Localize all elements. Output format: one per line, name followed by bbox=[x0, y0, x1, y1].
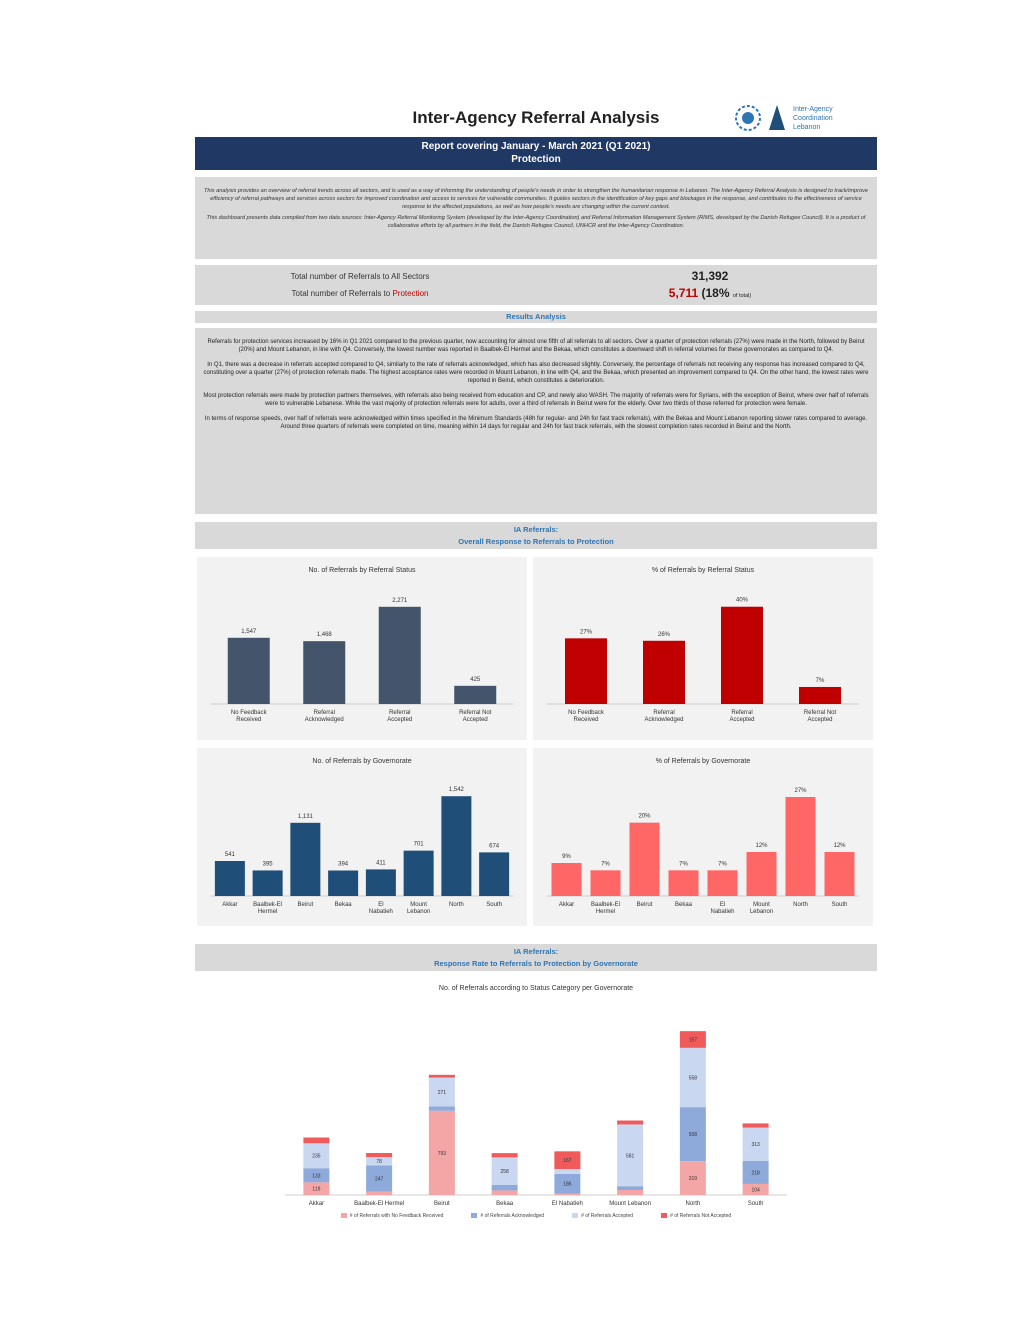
segment-value-label: 218 bbox=[751, 1170, 760, 1177]
chart-title-status-pct: % of Referrals by Referral Status bbox=[651, 567, 755, 574]
total-sector-value-wrap bbox=[585, 286, 835, 300]
analysis-paragraph-1: Referrals for protection services increased by 16% in Q1 2021 compared to the previous quarter, now accounting for almost one fifth of all referrals to all sectors. Over a quarter of protection referrals (27%) were made in the North, followed by Beirut (20%) and Mount Lebanon, in line with Q4. Conversely, the lowest number was reported in Baalbek-El Hermel and the Bekaa, which constitutes a downward shift in referral volumes for these governorates as compared to Q4. bbox=[207, 339, 865, 353]
bar bbox=[479, 852, 509, 896]
legend-item bbox=[661, 1213, 731, 1219]
x-tick-label: South bbox=[831, 902, 848, 908]
chart-title-stacked: No. of Referrals according to Status Category per Governorate bbox=[438, 985, 634, 992]
bar-value-label: 7% bbox=[718, 861, 727, 868]
bar-value-label: 20% bbox=[638, 813, 651, 820]
stacked-segment bbox=[366, 1153, 392, 1157]
bar bbox=[441, 796, 471, 896]
x-tick-label: Referral bbox=[731, 710, 753, 716]
segment-value-label: 235 bbox=[312, 1153, 321, 1160]
legend-item bbox=[341, 1213, 444, 1219]
x-tick-label: Referral bbox=[389, 710, 411, 716]
bar bbox=[747, 852, 777, 896]
section-overall-line-2: Overall Response to Referrals to Protection bbox=[458, 537, 614, 546]
x-tick-label: Lebanon bbox=[406, 909, 431, 915]
stacked-segment bbox=[554, 1194, 580, 1195]
x-tick-label: Referral Not bbox=[803, 710, 837, 716]
chart-stacked-governorate bbox=[195, 995, 877, 1215]
logo-line-1: Inter-Agency bbox=[793, 106, 833, 113]
stacked-segment bbox=[617, 1121, 643, 1125]
x-tick-label: Bekaa bbox=[496, 1201, 514, 1207]
report-banner bbox=[195, 137, 877, 170]
segment-value-label: 581 bbox=[625, 1153, 635, 1160]
x-tick-label: Beirut bbox=[297, 902, 314, 908]
x-tick-label: South bbox=[486, 902, 502, 908]
analysis-paragraph-4: In terms of response speeds, over half of referrals were acknowledged within times specified in the Minimum Standards (48h for regular- and 24h for fast track referrals), with the Bekaa and Mount Lebanon reporting slower rates compared to average. Around three quarters of referrals were completed on time, meaning within 14 days for regular and 24h for fast track referrals, with the slowest completion rates recorded in Beirut and the North. bbox=[204, 416, 868, 430]
bar bbox=[721, 607, 763, 704]
bar bbox=[708, 870, 738, 896]
bar bbox=[303, 641, 345, 704]
x-tick-label: Nabatieh bbox=[368, 909, 393, 915]
x-tick-label: South bbox=[747, 1201, 764, 1207]
x-tick-label: North bbox=[449, 902, 464, 908]
bar bbox=[591, 870, 621, 896]
bar-value-label: 1,547 bbox=[241, 628, 257, 635]
bar-value-label: 674 bbox=[489, 843, 500, 850]
bar-value-label: 9% bbox=[562, 854, 571, 860]
bar bbox=[215, 861, 245, 896]
section-rate-line-2: Response Rate to Referrals to Protection by Governorate bbox=[434, 959, 638, 968]
x-tick-label: Akkar bbox=[222, 902, 238, 908]
chart-title-status-count: No. of Referrals by Referral Status bbox=[308, 567, 416, 574]
bar bbox=[228, 638, 270, 704]
results-analysis bbox=[195, 328, 877, 514]
x-tick-label: Lebanon bbox=[749, 909, 774, 915]
bar-value-label: 541 bbox=[224, 851, 235, 858]
report-page bbox=[195, 100, 877, 1219]
x-tick-label: Accepted bbox=[387, 717, 413, 723]
section-overall-response-heading bbox=[195, 522, 877, 549]
logo-line-3: Lebanon bbox=[793, 124, 821, 131]
bar bbox=[290, 823, 320, 896]
x-tick-label: Beirut bbox=[636, 902, 653, 908]
bar-value-label: 2,271 bbox=[392, 597, 408, 604]
x-tick-label: No Feedback bbox=[568, 710, 604, 716]
stacked-segment bbox=[554, 1169, 580, 1174]
bar-value-label: 1,468 bbox=[316, 632, 332, 639]
bar bbox=[825, 852, 855, 896]
total-sector-value: 5,711 bbox=[668, 286, 699, 300]
analysis-paragraph-3: Most protection referrals were made by protection partners themselves, with referrals also being received from education and CP, and newly also WASH. The majority of referrals were for Syrians, with the exception of Beirut, where over half of referrals were to vulnerable Lebanese. While the vast majority of protection referrals were for adults, over a third of referrals in Beirut were for the elderly. Over two thirds of those referred for protection were female. bbox=[203, 393, 869, 407]
x-tick-label: El bbox=[719, 902, 726, 908]
x-tick-label: El bbox=[378, 902, 384, 908]
x-tick-label: Akkar bbox=[308, 1201, 325, 1207]
segment-value-label: 157 bbox=[688, 1037, 698, 1044]
bar bbox=[328, 871, 358, 896]
x-tick-label: Baalbek-El Hermel bbox=[354, 1201, 405, 1207]
chart-status-pct bbox=[533, 557, 873, 740]
x-tick-label: North bbox=[793, 902, 808, 908]
x-tick-label: Received bbox=[236, 717, 262, 723]
bar-value-label: 1,542 bbox=[448, 787, 464, 794]
stacked-segment bbox=[366, 1192, 392, 1195]
x-tick-label: Received bbox=[573, 717, 599, 723]
segment-value-label: 558 bbox=[688, 1075, 698, 1082]
stacked-legend bbox=[195, 1213, 877, 1219]
x-tick-label: Accepted bbox=[807, 717, 833, 723]
stacked-segment bbox=[743, 1123, 769, 1127]
bar-value-label: 394 bbox=[338, 861, 349, 868]
total-sector-label bbox=[195, 289, 525, 298]
bar bbox=[454, 686, 496, 704]
stacked-segment bbox=[303, 1138, 329, 1144]
legend-label: # of Referrals Not Accepted bbox=[670, 1213, 732, 1219]
segment-value-label: 186 bbox=[563, 1181, 572, 1188]
legend-item bbox=[471, 1213, 544, 1219]
x-tick-label: No Feedback bbox=[230, 710, 267, 716]
x-tick-label: Nabatieh bbox=[710, 909, 735, 915]
chart-governorate-pct bbox=[533, 748, 873, 926]
segment-value-label: 313 bbox=[751, 1142, 760, 1149]
segment-value-label: 793 bbox=[437, 1150, 447, 1157]
intro-paragraph-2: This dashboard presents data compiled from two data sources: Inter-Agency Referral Monitoring System (developed by the Inter-Agency Coordination) and Referral Information Management System (RIMS, developed by the Danish Refugee Council). It is a product of collaborative efforts by all partners in the field, the Danish Refugee Council, UNHCR and the Inter-Agency Coordination. bbox=[206, 215, 866, 229]
x-tick-label: Bekaa bbox=[334, 902, 352, 908]
bar-value-label: 425 bbox=[470, 676, 481, 683]
section-rate-line-1: IA Referrals: bbox=[513, 947, 559, 956]
segment-value-label: 258 bbox=[500, 1169, 509, 1176]
legend-item bbox=[572, 1213, 633, 1219]
bar-value-label: 26% bbox=[657, 631, 671, 638]
x-tick-label: Hermel bbox=[595, 909, 616, 915]
x-tick-label: Baalbek-El bbox=[590, 902, 621, 908]
x-tick-label: El Nabatieh bbox=[551, 1201, 583, 1207]
analysis-paragraph-2: In Q1, there was a decrease in referrals accepted compared to Q4, similarly to the rate of referrals acknowledged, which has also decreased slightly. Conversely, the percentage of referrals not receiving any response has increased compared to Q4, constituting over a quarter (27%) of protection referrals made. The highest acceptance rates were recorded in Mount Lebanon, in line with Q4, and the Bekaa, which presented an improvement compared to Q4. On the other hand, the lowest rates were reported in Beirut, which constitutes a deterioration. bbox=[203, 362, 869, 384]
stacked-segment bbox=[617, 1186, 643, 1190]
segment-value-label: 247 bbox=[374, 1176, 384, 1183]
total-sector-pct-suffix: of total) bbox=[732, 293, 752, 299]
x-tick-label: Bekaa bbox=[674, 902, 693, 908]
chart-status-count bbox=[197, 557, 527, 740]
bar-value-label: 40% bbox=[735, 597, 749, 604]
x-tick-label: Accepted bbox=[729, 717, 755, 723]
page-title: Inter-Agency Referral Analysis bbox=[412, 108, 660, 127]
logo-line-2: Coordination bbox=[793, 115, 833, 122]
x-tick-label: Accepted bbox=[462, 717, 488, 723]
x-tick-label: Referral bbox=[313, 710, 335, 716]
x-tick-label: Akkar bbox=[558, 902, 575, 908]
bar bbox=[253, 870, 283, 896]
x-tick-label: North bbox=[685, 1201, 701, 1207]
total-sector-pct: (18% bbox=[701, 286, 730, 300]
x-tick-label: Referral Not bbox=[459, 710, 492, 716]
bar-value-label: 1,131 bbox=[297, 813, 313, 820]
totals-box bbox=[195, 265, 877, 305]
x-tick-label: Beirut bbox=[434, 1201, 450, 1207]
bar-value-label: 12% bbox=[833, 843, 846, 849]
bar-value-label: 27% bbox=[794, 788, 807, 794]
chart-title-governorate-pct: % of Referrals by Governorate bbox=[655, 758, 751, 765]
segment-value-label: 133 bbox=[312, 1173, 321, 1180]
bar bbox=[404, 851, 434, 896]
x-tick-label: Referral bbox=[653, 710, 675, 716]
segment-value-label: 167 bbox=[563, 1158, 572, 1165]
bar bbox=[565, 638, 607, 704]
bar bbox=[669, 870, 699, 896]
segment-value-label: 119 bbox=[312, 1186, 321, 1193]
results-heading: Results Analysis bbox=[195, 311, 877, 323]
intro-text bbox=[195, 177, 877, 259]
bar-value-label: 411 bbox=[376, 860, 386, 867]
x-tick-label: Baalbek-El bbox=[253, 902, 283, 908]
bar-value-label: 701 bbox=[413, 841, 424, 848]
total-sector-label-prefix: Total number of Referrals to bbox=[291, 289, 393, 298]
total-sector-name: Protection bbox=[392, 289, 429, 298]
chart-title-governorate-count: No. of Referrals by Governorate bbox=[312, 758, 412, 765]
bar-value-label: 7% bbox=[601, 861, 610, 868]
chart-panel-status-count bbox=[197, 557, 527, 740]
bar bbox=[630, 823, 660, 896]
stacked-segment bbox=[492, 1190, 518, 1195]
x-tick-label: Mount bbox=[753, 902, 770, 908]
stacked-segment bbox=[429, 1075, 455, 1078]
bar bbox=[643, 641, 685, 704]
bar-value-label: 395 bbox=[262, 861, 273, 868]
bar bbox=[799, 687, 841, 704]
chart-panel-status-pct bbox=[533, 557, 873, 740]
total-all-label: Total number of Referrals to All Sectors bbox=[290, 272, 430, 281]
bar bbox=[786, 797, 816, 896]
x-tick-label: Mount Lebanon bbox=[609, 1201, 651, 1207]
stacked-segment bbox=[617, 1190, 643, 1195]
x-tick-label: Hermel bbox=[257, 909, 278, 915]
section-overall-line-1: IA Referrals: bbox=[513, 525, 559, 534]
x-tick-label: Acknowledged bbox=[304, 717, 344, 723]
bar bbox=[379, 607, 421, 704]
stacked-segment bbox=[492, 1153, 518, 1157]
inter-agency-logo bbox=[735, 100, 845, 136]
segment-value-label: 508 bbox=[688, 1132, 698, 1139]
segment-value-label: 104 bbox=[751, 1187, 760, 1194]
segment-value-label: 78 bbox=[376, 1159, 382, 1166]
legend-label: # of Referrals Acknowledged bbox=[480, 1213, 545, 1219]
stacked-segment bbox=[429, 1106, 455, 1110]
stacked-segment bbox=[492, 1185, 518, 1191]
bar-value-label: 27% bbox=[579, 629, 593, 636]
bar-value-label: 12% bbox=[755, 843, 768, 849]
banner-period: Report covering January - March 2021 (Q1 2021) bbox=[421, 141, 651, 152]
banner-sector: Protection bbox=[511, 154, 561, 165]
legend-label: # of Referrals Accepted bbox=[581, 1213, 634, 1219]
bar bbox=[366, 869, 396, 896]
segment-value-label: 271 bbox=[437, 1089, 447, 1096]
bar-value-label: 7% bbox=[679, 861, 688, 868]
logo-cedar-icon bbox=[769, 105, 785, 130]
bar bbox=[552, 863, 582, 896]
legend-label: # of Referrals with No Feedback Received bbox=[349, 1213, 444, 1219]
chart-panel-governorate-count bbox=[197, 748, 527, 926]
chart-governorate-count bbox=[197, 748, 527, 926]
x-tick-label: Acknowledged bbox=[644, 717, 684, 723]
bar-value-label: 7% bbox=[815, 677, 825, 684]
total-all-value: 31,392 bbox=[691, 269, 729, 283]
chart-panel-governorate-pct bbox=[533, 748, 873, 926]
section-response-rate-heading bbox=[195, 944, 877, 971]
intro-paragraph-1: This analysis provides an overview of referral trends across all sectors, and is used as a way of informing the understanding of people's needs in order to strengthen the humanitarian response in Lebanon. The Inter-Agency Referral Analysis is designed to track/improve efficiency of referral pathways and services across sectors for improved coordination and access to services for vulnerable communities. It guides sectors in the identification of key gaps and blockages in the response, and contributes to the effectiveness of service response to the affected populations, as well as how people's needs are changing within the current context. bbox=[204, 188, 868, 210]
x-tick-label: Mount bbox=[410, 902, 427, 908]
segment-value-label: 319 bbox=[688, 1176, 698, 1183]
